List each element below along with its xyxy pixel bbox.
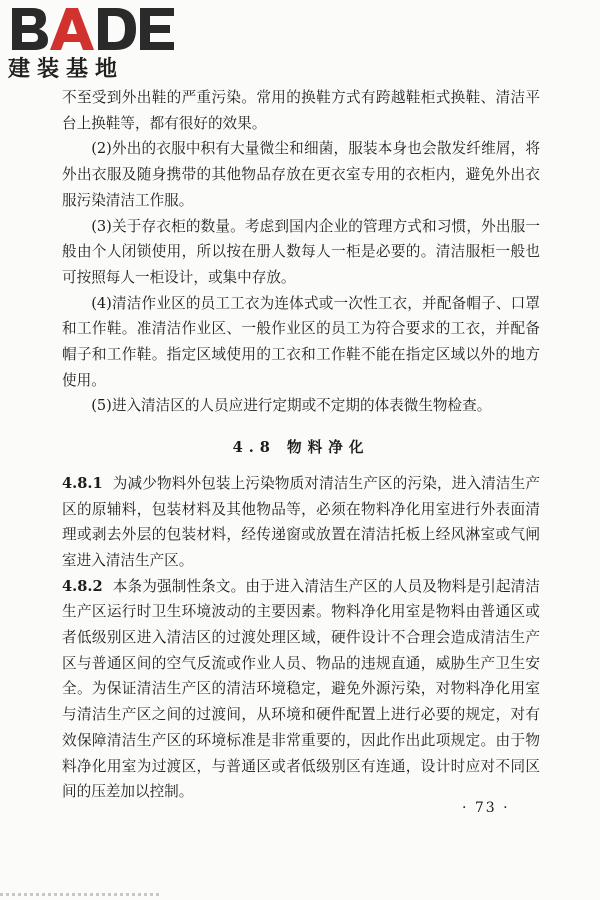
clause-text: 本条为强制性条文。由于进入清洁生产区的人员及物料是引起清洁生产区运行时卫生环境波动的主要因素。物料净化用室是物料由普通区或者低级别区进入清洁区的过渡处理区域，硬件设计不合理会造成清洁生产区与普通区间的空气反流或作业人员、物品的违规直通，威胁生产卫生安全。为保证清洁生产区的清洁环境稳定，避免外源污染，对物料净化用室与清洁生产区之间的过渡间，从环境和硬件配置上进行必要的规定，对有效保障清洁生产区的环境标准是非常重要的，因此作出此项规定。由于物料净化用室为过渡区，与普通区或者低级别区有连通，设计时应对不同区间的压差加以控制。 bbox=[62, 577, 540, 801]
bade-logo bbox=[8, 2, 178, 83]
clause-4-8-2 bbox=[62, 574, 540, 805]
page-number: · 73 · bbox=[462, 800, 510, 816]
logo-chinese-text: 建装基地 bbox=[8, 57, 125, 82]
paragraph-locker-quantity: (3)关于存衣柜的数量。考虑到国内企业的管理方式和习惯，外出服一般由个人闭锁使用，所以按在册人数每人一柜是必要的。清洁服柜一般也可按照每人一柜设计，或集中存放。 bbox=[62, 217, 540, 286]
scan-footer-mark bbox=[0, 893, 160, 896]
paragraph-work-clothes: (4)清洁作业区的员工工衣为连体式或一次性工衣，并配备帽子、口罩和工作鞋。准清洁作业区、一般作业区的员工为符合要求的工衣，并配备帽子和工作鞋。指定区域使用的工衣和工作鞋不能在指定区域以外的地方使用。 bbox=[62, 294, 540, 389]
section-heading: 4.8 物料净化 bbox=[232, 439, 370, 457]
document-body bbox=[62, 85, 540, 805]
bade-logo-mark bbox=[8, 2, 178, 54]
paragraph-microbial-check: (5)进入清洁区的人员应进行定期或不定期的体表微生物检查。 bbox=[91, 397, 492, 415]
paragraph-outer-clothing: (2)外出的衣服中积有大量微尘和细菌，服装本身也会散发纤维屑，将外出衣服及随身携带的其他物品存放在更衣室专用的衣柜内，避免外出衣服污染清洁工作服。 bbox=[62, 140, 540, 209]
clause-4-8-1 bbox=[62, 471, 540, 574]
clause-number: 4.8.2 bbox=[62, 577, 103, 595]
clause-number: 4.8.1 bbox=[62, 474, 103, 492]
paragraph-shoe-change: 不至受到外出鞋的严重污染。常用的换鞋方式有跨越鞋柜式换鞋、清洁平台上换鞋等，都有很好的效果。 bbox=[62, 89, 540, 132]
clause-text: 为减少物料外包装上污染物质对清洁生产区的污染，进入清洁生产区的原辅料，包装材料及其他物品等，必须在物料净化用室进行外表面清理或剥去外层的包装材料，经传递窗或放置在清洁托板上经风淋室或气闸室进入清洁生产区。 bbox=[62, 474, 540, 569]
